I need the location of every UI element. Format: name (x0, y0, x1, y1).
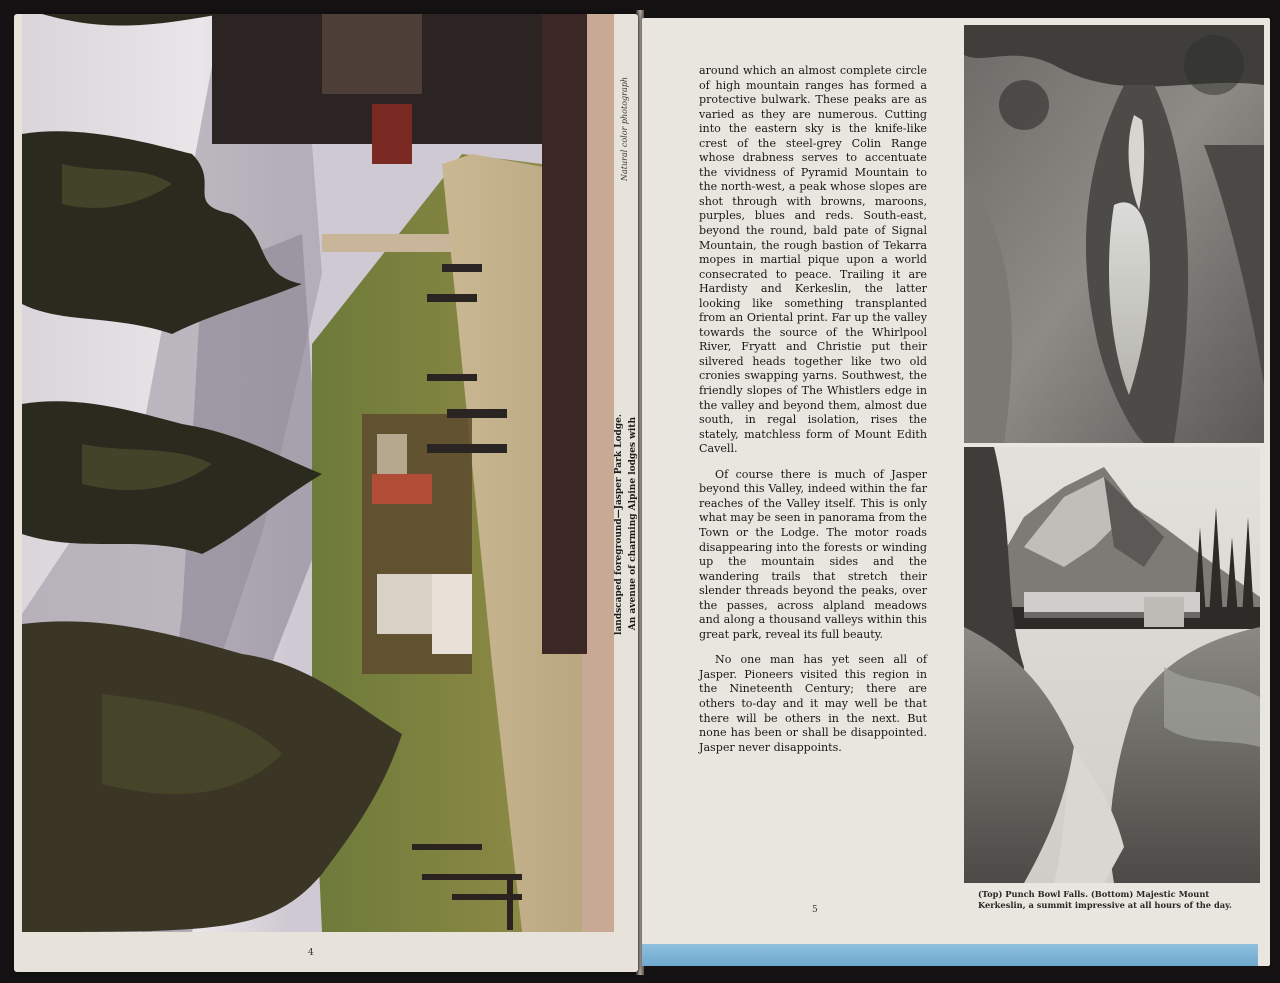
punch-bowl-falls-photo (964, 25, 1264, 443)
paragraph: around which an almost complete circle of high mountain ranges has formed a protective bulwark. These peaks are as varied as they are numerous. Cutting into the eastern sky is the knife-like crest of the steel-grey Colin Range whose drabness serves to accentuate the vividness of Pyramid Mountain to the north-west, a peak whose slopes are shot through with browns, maroons, purples, blues and reds. South-east, beyond the round, bald pate of Signal Mountain, the rough bastion of Tekarra mopes in martial pique upon a world consecrated to peace. Trailing it are Hardisty and Kerkeslin, the latter looking like something transplanted from an Oriental print. Far up the valley towards the source of the Whirlpool River, Fryatt and Christie put their silvered heads together like two old cronies swapping yarns. Southwest, the friendly slopes of The Whistlers edge in the valley and beyond them, almost due south, in regal isolation, rises the stately, matchless form of Mount Edith Cavell. (699, 64, 927, 456)
color-photo-caption (606, 394, 646, 654)
page-number-right: 5 (812, 905, 818, 915)
photo-caption: (Top) Punch Bowl Falls. (Bottom) Majestic Mount Kerkeslin, a summit impressive at all hours of the day. (978, 889, 1232, 910)
paragraph: Of course there is much of Jasper beyond this Valley, indeed within the far reaches of the Valley itself. This is only what may be seen in panorama from the Town or the Lodge. The motor roads disappearing into the forests or winding up the mountain sides and the wandering trails that stretch their slender threads beyond the peaks, over the passes, across alpland meadows and along a thousand valleys within this great park, reveal its full beauty. (699, 467, 927, 641)
page-number-left: 4 (308, 948, 314, 958)
caption-line-2: landscaped foreground—Jasper Park Lodge. (614, 413, 624, 635)
right-page (642, 18, 1270, 966)
blue-footer-strip (642, 944, 1258, 966)
left-page (14, 14, 638, 972)
caption-line-1: An avenue of charming Alpine lodges with (628, 417, 638, 631)
photo-credit (616, 64, 632, 194)
color-photograph-lodges (22, 14, 614, 932)
mount-kerkeslin-photo (964, 447, 1260, 883)
body-text-column (699, 64, 927, 766)
photo-credit-text: Natural color photograph (619, 77, 629, 181)
paragraph: No one man has yet seen all of Jasper. Pioneers visited this region in the Nineteenth Century; there are others to-day and it may well be that there will be others in the next. But none has been or shall be disappointed. Jasper never disappoints. (699, 653, 927, 754)
